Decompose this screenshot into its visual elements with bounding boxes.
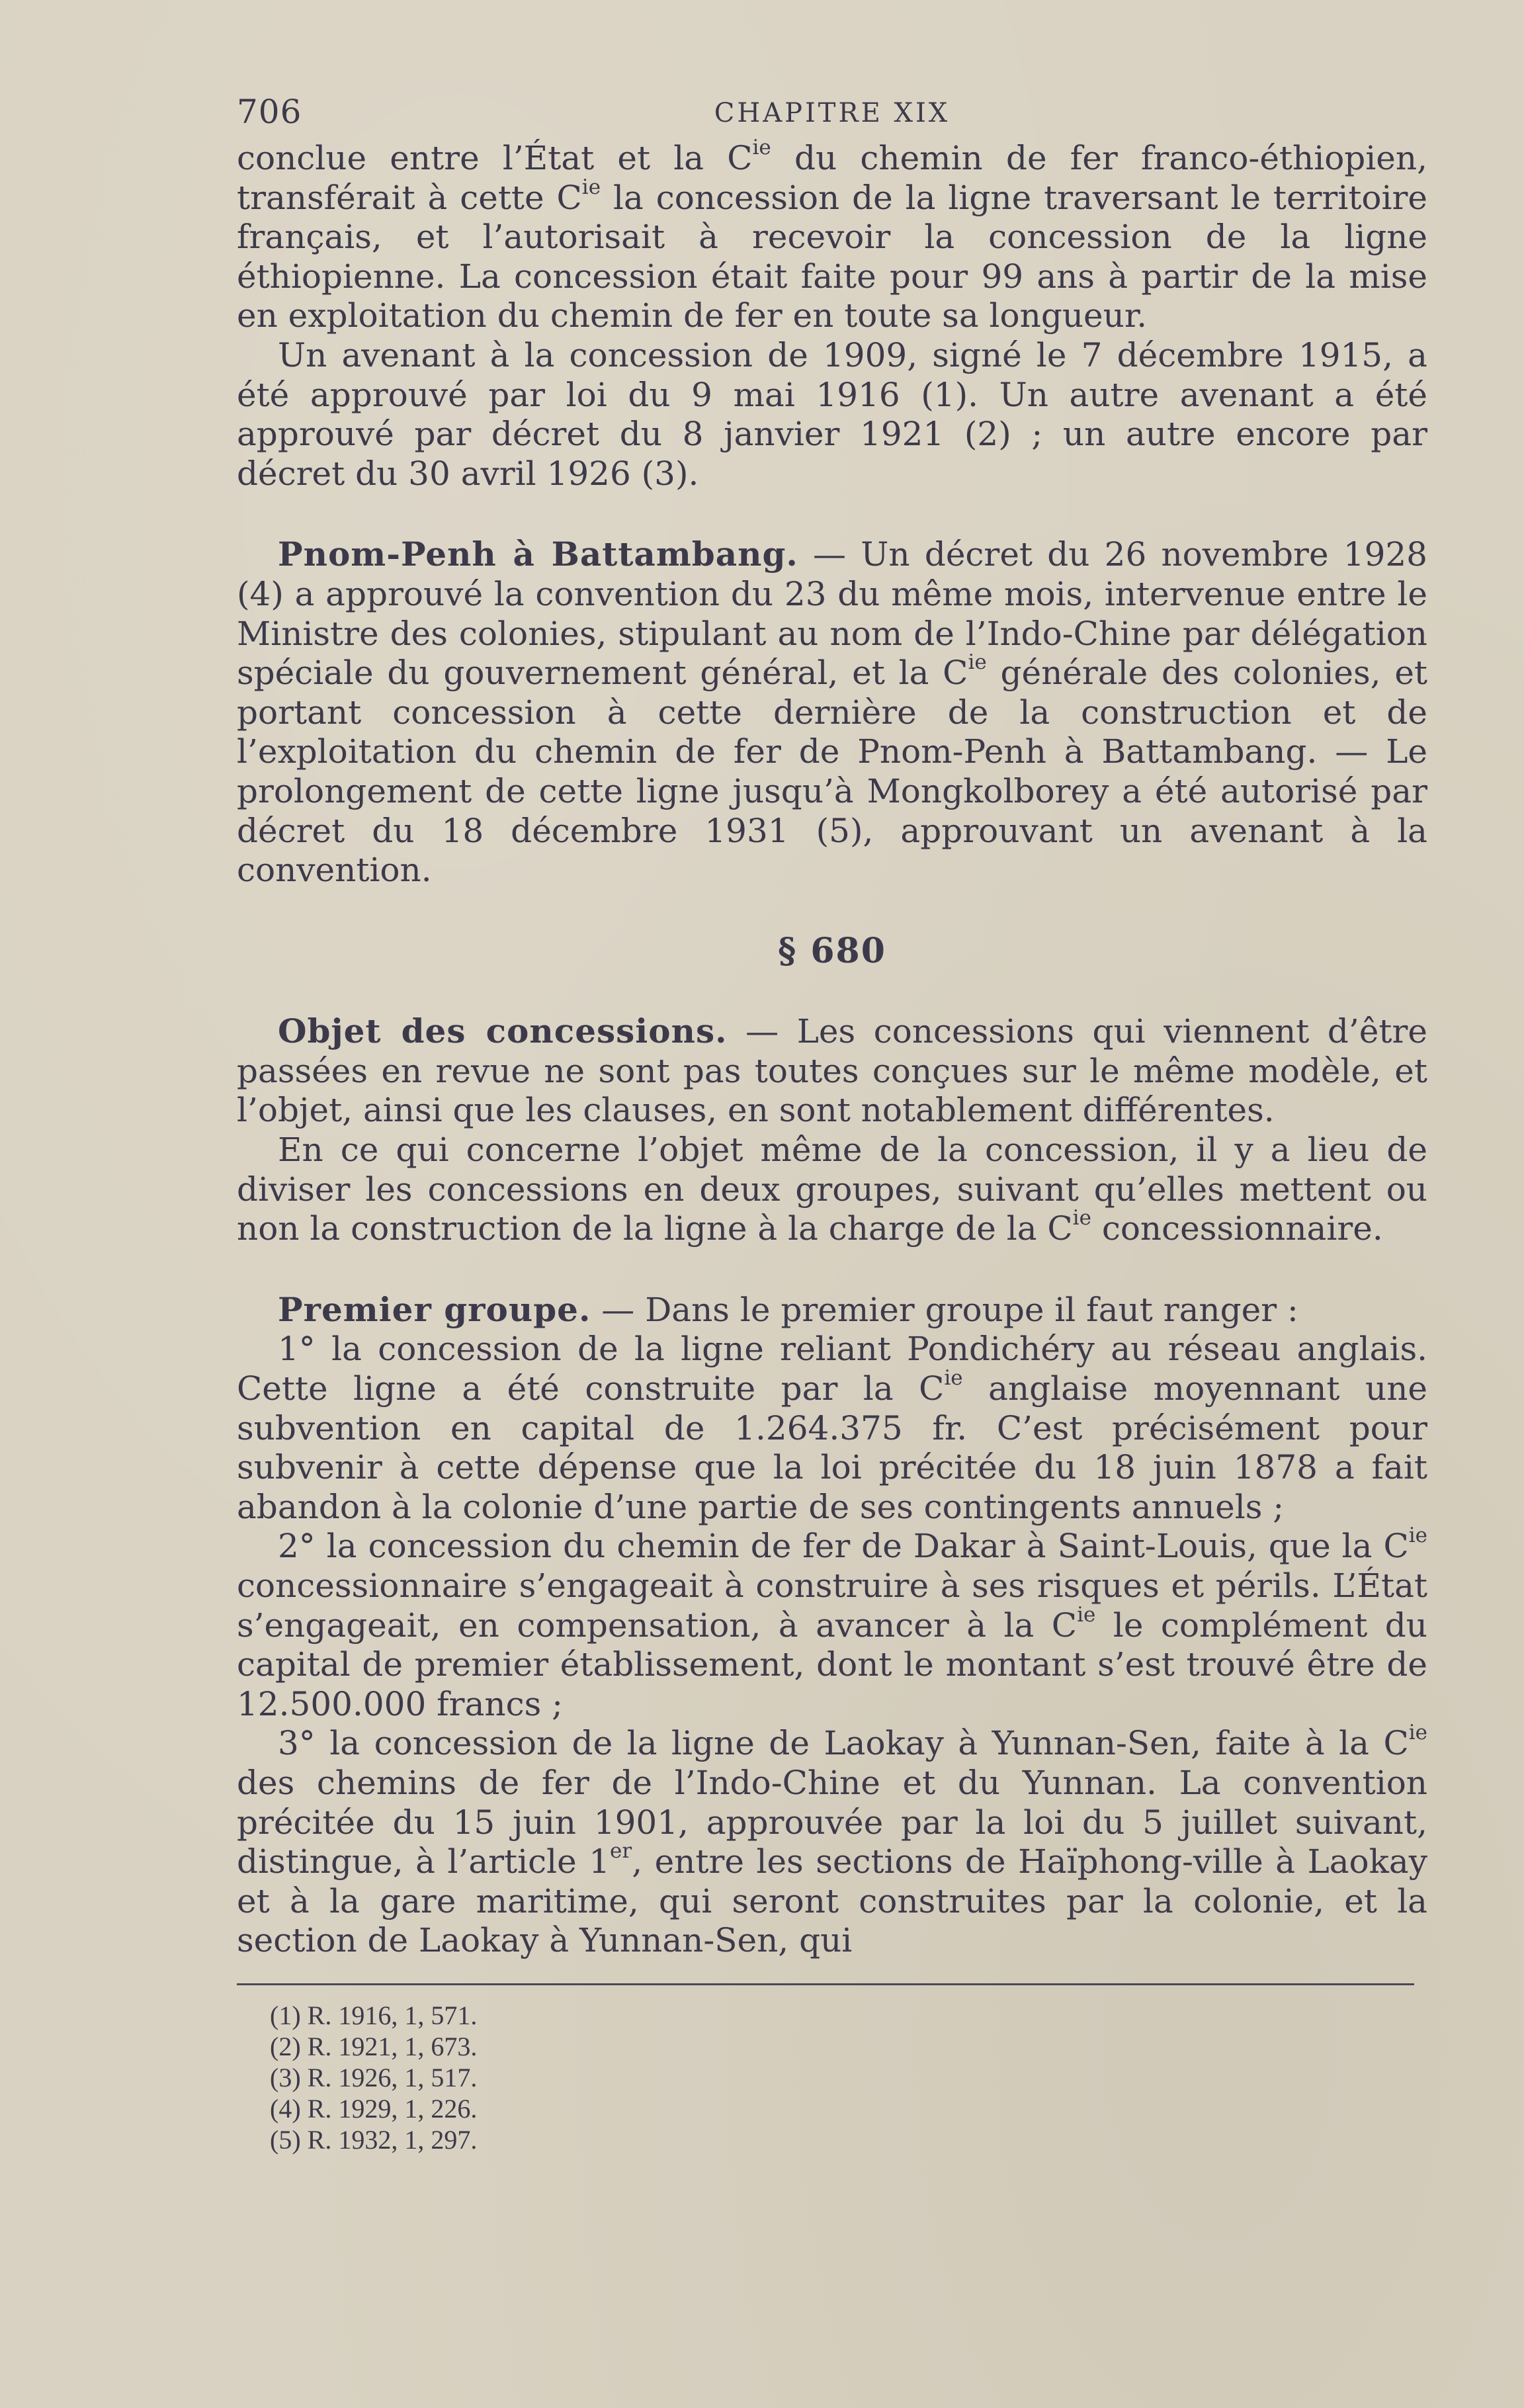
text-run: concessionnaire s’engageait à construire à ses risques et périls. L’État s’engageait, en compensation, à avancer à la C [237, 1567, 1427, 1645]
run-in-heading: Objet des concessions. [278, 1011, 728, 1051]
superscript: ie [1077, 1602, 1096, 1627]
spacer [237, 970, 1427, 1011]
paragraph-groupes [237, 1131, 1427, 1249]
text-run: — Dans le premier groupe il faut ranger : [591, 1290, 1298, 1329]
superscript: er [610, 1838, 632, 1863]
text-run: générale des colonies, et portant concession à cette dernière de la construction et de l’exploitation du chemin de fer de Pnom-Penh à Battambang. — Le prolongement de cette ligne jusqu’à Mongkolborey a été autorisé par décret du 18 décembre 1931 (5), approuvant un avenant à la convention. [237, 654, 1428, 890]
text-run: le complément du capital de premier établissement, dont le montant s’est trouvé être de 12.500.000 francs ; [237, 1606, 1428, 1723]
body-text [237, 135, 1428, 1961]
text-run: du chemin de fer franco-éthiopien, transférait à cette C [237, 139, 1427, 217]
spacer [237, 494, 1427, 535]
paragraph-2: Un avenant à la concession de 1909, signé le 7 décembre 1915, a été approuvé par loi du 9 mai 1916 (1). Un autre avenant a été approuvé par décret du 8 janvier 1921 (2) ; un autre encore par décret du 30 avril 1926 (3). [237, 335, 1427, 493]
paragraph-premier-groupe [237, 1290, 1427, 1330]
paragraph-item-3 [237, 1721, 1427, 1961]
text-run: 3° la concession de la ligne de Laokay à Yunnan-Sen, faite à la C [278, 1724, 1409, 1763]
page-number: 706 [237, 93, 302, 131]
text-run: — Les concessions qui viennent d’être passées en revue ne sont pas toutes conçues sur le même modèle, et l’objet, ainsi que les clauses, en sont notablement différentes. [237, 1012, 1427, 1130]
section-number: § 680 [778, 930, 886, 971]
paragraph-item-2 [237, 1524, 1428, 1724]
book-page [237, 86, 1427, 2335]
text-run: , entre les sections de Haïphong-ville à Laokay et à la gare maritime, qui seront construites par la colonie, et la section de Laokay à Yunnan-Sen, qui [237, 1842, 1427, 1960]
text-run: concessionnaire. [1091, 1209, 1383, 1248]
spacer [237, 890, 1427, 931]
footnote: (2) R. 1921, 1, 673. [270, 2031, 478, 2061]
text-run: la concession de la ligne traversant le territoire français, et l’autorisait à recevoir la concession de la ligne éthiopienne. La concession était faite pour 99 ans à partir de la mise en exploitation du chemin de fer en toute sa longueur. [237, 178, 1428, 335]
paragraph-pnom-penh [237, 535, 1427, 890]
page-header [237, 86, 1427, 139]
text-run: des chemins de fer de l’Indo-Chine et du Yunnan. La convention précitée du 15 juin 1901, approuvée par la loi du 5 juillet suivant, distingue, à l’article 1 [237, 1763, 1427, 1881]
superscript: ie [581, 175, 601, 199]
footnotes [237, 2000, 1427, 2155]
paragraph-objet [237, 1011, 1427, 1131]
spacer [237, 1249, 1427, 1290]
text-run: — Un décret du 26 novembre 1928 (4) a approuvé la convention du 23 du même mois, intervenue entre le Ministre des colonies, stipulant au nom de l’Indo-Chine par délégation spéciale du gouvernement général, et la C [237, 535, 1427, 693]
text-run: 2° la concession du chemin de fer de Dakar à Saint-Louis, que la C [278, 1527, 1409, 1566]
text-run: anglaise moyennant une subvention en capital de 1.264.375 fr. C’est précisément pour subvenir à cette dépense que la loi précitée du 18 juin 1878 a fait abandon à la colonie d’une partie de ses contingents annuels ; [237, 1369, 1427, 1526]
superscript: ie [944, 1365, 963, 1390]
paragraph-1 [237, 135, 1428, 336]
paragraph-item-1 [237, 1330, 1427, 1527]
run-in-heading: Premier groupe. [278, 1289, 591, 1329]
run-in-heading: Pnom-Penh à Battambang. [278, 535, 798, 574]
footnote-rule [237, 1983, 1414, 1985]
text-run: conclue entre l’État et la C [237, 139, 753, 177]
text-run: En ce qui concerne l’objet même de la concession, il y a lieu de diviser les concessions en deux groupes, suivant qu’elles mettent ou non la construction de la ligne à la charge de la C [237, 1131, 1427, 1248]
superscript: ie [1408, 1524, 1427, 1548]
superscript: ie [752, 135, 771, 159]
superscript: ie [1072, 1206, 1091, 1230]
text-run: 1° la concession de la ligne reliant Pondichéry au réseau anglais. Cette ligne a été construite par la C [237, 1330, 1427, 1408]
footnote: (1) R. 1916, 1, 571. [270, 2000, 478, 2030]
footnote: (5) R. 1932, 1, 297. [270, 2124, 478, 2155]
footnote: (3) R. 1926, 1, 517. [270, 2062, 478, 2092]
footnote: (4) R. 1929, 1, 226. [270, 2093, 478, 2124]
superscript: ie [968, 650, 987, 674]
superscript: ie [1408, 1721, 1427, 1745]
running-head: CHAPITRE XIX [714, 98, 951, 128]
